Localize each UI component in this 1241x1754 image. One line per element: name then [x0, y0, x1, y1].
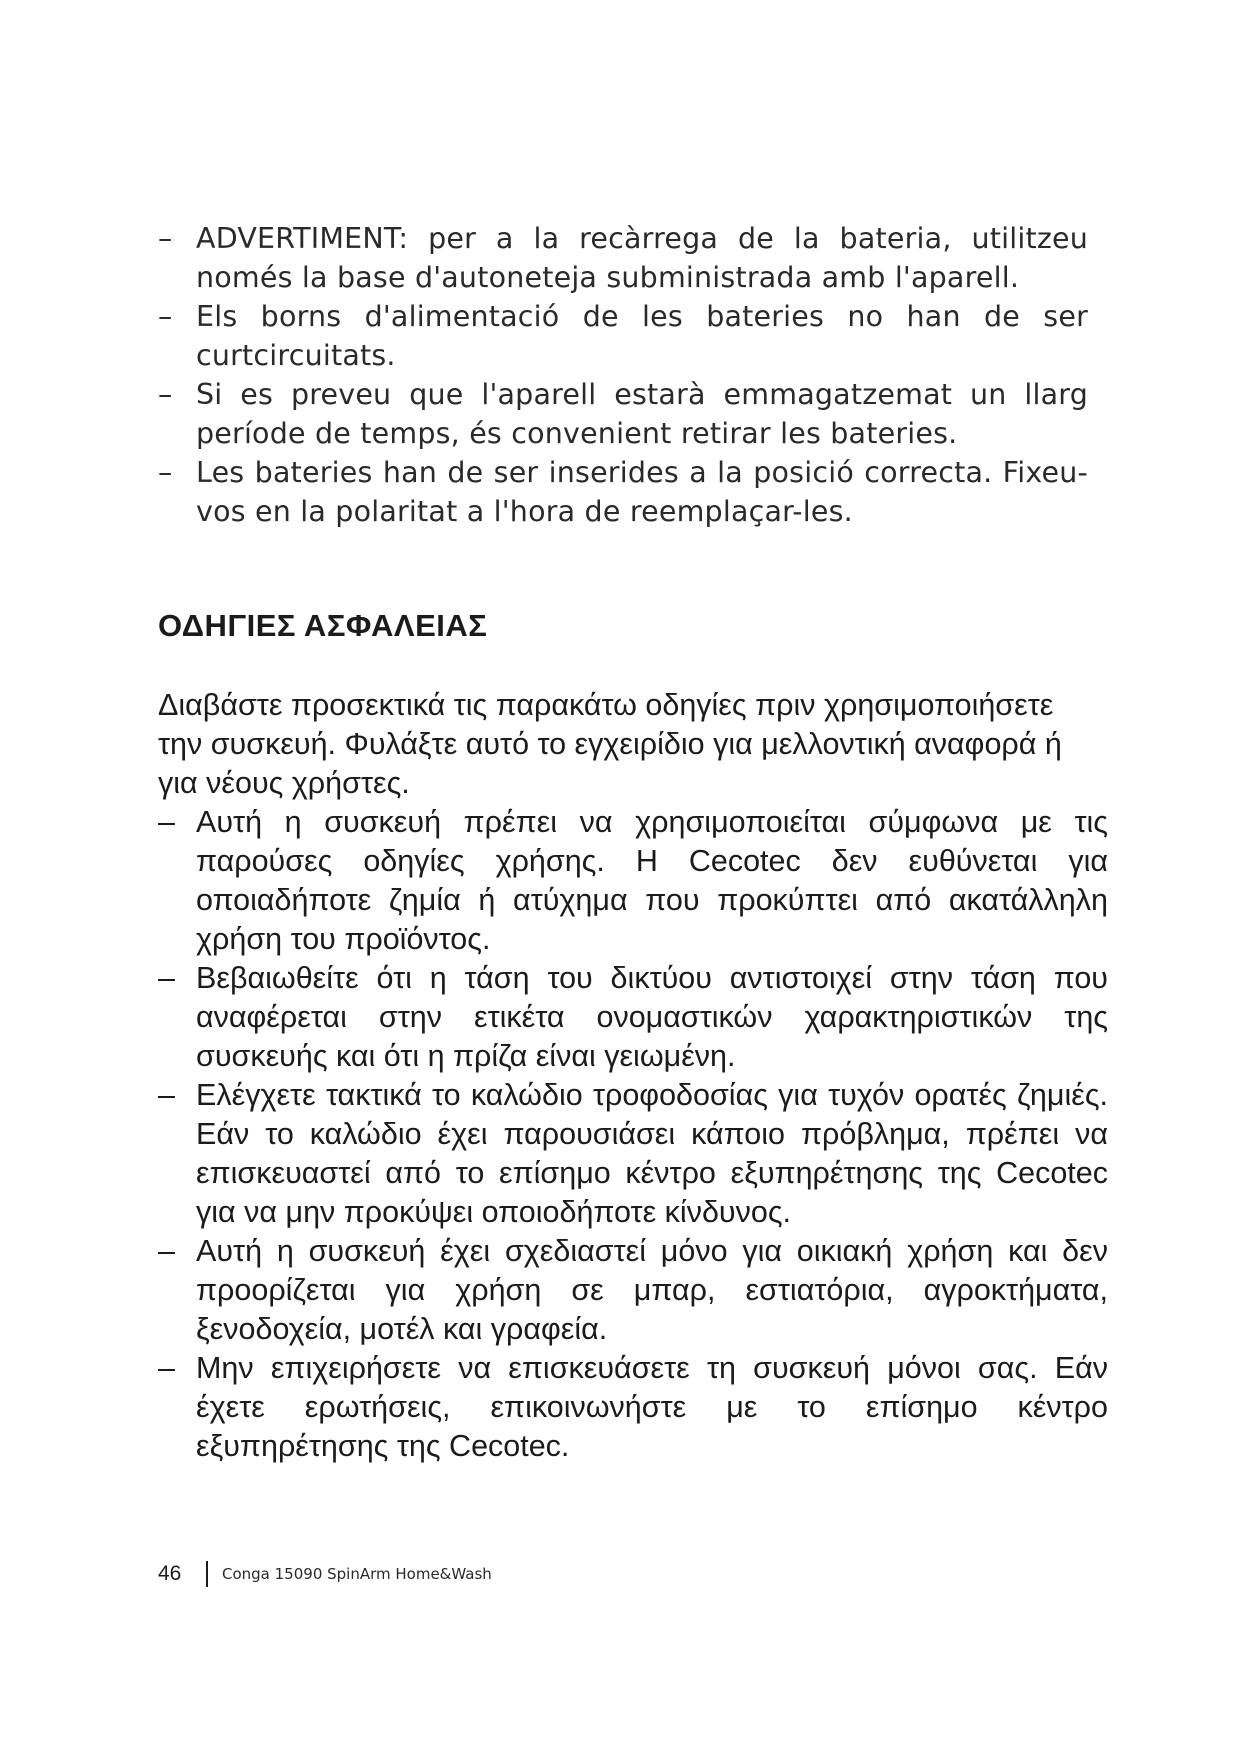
list-item — [158, 219, 1088, 297]
page-footer — [158, 1560, 492, 1588]
list-item-text: Βεβαιωθείτε ότι η τάση του δικτύου αντιστοιχεί στην τάση που αναφέρεται στην ετικέτα ονομαστικών χαρακτηριστικών της συσκευής και ότι η πρίζα είναι γειωμένη. — [196, 961, 1108, 1073]
page-number: 46 — [158, 1562, 182, 1585]
list-item-text: Si es preveu que l'aparell estarà emmagatzemat un llarg període de temps, és convenient retirar les bateries. — [196, 378, 1088, 450]
list-dash: – — [158, 378, 173, 411]
footer-divider — [206, 1561, 208, 1587]
list-item — [158, 453, 1088, 531]
list-item — [158, 1232, 1108, 1349]
list-dash: – — [158, 300, 173, 333]
list-item — [158, 375, 1088, 453]
list-dash: – — [158, 961, 175, 995]
catalan-battery-warnings — [158, 219, 1088, 531]
list-dash: – — [158, 456, 173, 489]
list-item — [158, 803, 1108, 959]
list-item — [158, 1076, 1108, 1232]
product-name: Conga 15090 SpinArm Home&Wash — [222, 1565, 492, 1583]
list-item-text: Ελέγχετε τακτικά το καλώδιο τροφοδοσίας για τυχόν ορατές ζημιές. Εάν το καλώδιο έχει παρουσιάσει κάποιο πρόβλημα, πρέπει να επισκευαστεί από το επίσημο κέντρο εξυπηρέτησης της Cecotec για να μην προκύψει οποιοδήποτε κίνδυνος. — [196, 1078, 1108, 1229]
list-item-text: Αυτή η συσκευή έχει σχεδιαστεί μόνο για οικιακή χρήση και δεν προορίζεται για χρήση σε μπαρ, εστιατόρια, αγροκτήματα, ξενοδοχεία, μοτέλ και γραφεία. — [196, 1234, 1108, 1346]
list-dash: – — [158, 222, 173, 255]
list-item-text: Αυτή η συσκευή πρέπει να χρησιμοποιείται σύμφωνα με τις παρούσες οδηγίες χρήσης. Η Cecotec δεν ευθύνεται για οποιαδήποτε ζημία ή ατύχημα που προκύπτει από ακατάλληλη χρήση του προϊόντος. — [196, 805, 1108, 956]
list-item-text: Les bateries han de ser inserides a la posició correcta. Fixeu-vos en la polaritat a l'hora de reemplaçar-les. — [196, 456, 1088, 528]
list-item-text: ADVERTIMENT: per a la recàrrega de la bateria, utilitzeu només la base d'autoneteja subministrada amb l'aparell. — [196, 222, 1088, 294]
list-item — [158, 959, 1108, 1076]
list-dash: – — [158, 1351, 175, 1385]
safety-instructions-list — [158, 803, 1108, 1466]
safety-heading: ΟΔΗΓΙΕΣ ΑΣΦΑΛΕΙΑΣ — [158, 608, 488, 643]
list-item-text: Els borns d'alimentació de les bateries no han de ser curtcircuitats. — [196, 300, 1088, 372]
list-item-text: Μην επιχειρήσετε να επισκευάσετε τη συσκευή μόνοι σας. Εάν έχετε ερωτήσεις, επικοινωνήστε με το επίσημο κέντρο εξυπηρέτησης της Cecotec. — [196, 1351, 1108, 1463]
list-dash: – — [158, 805, 175, 839]
list-dash: – — [158, 1234, 175, 1268]
safety-intro: Διαβάστε προσεκτικά τις παρακάτω οδηγίες πριν χρησιμοποιήσετε την συσκευή. Φυλάξτε αυτό το εγχειρίδιο για μελλοντική αναφορά ή για νέους χρήστες. — [158, 688, 1062, 800]
list-item — [158, 1349, 1108, 1466]
list-item — [158, 297, 1088, 375]
list-dash: – — [158, 1078, 175, 1112]
